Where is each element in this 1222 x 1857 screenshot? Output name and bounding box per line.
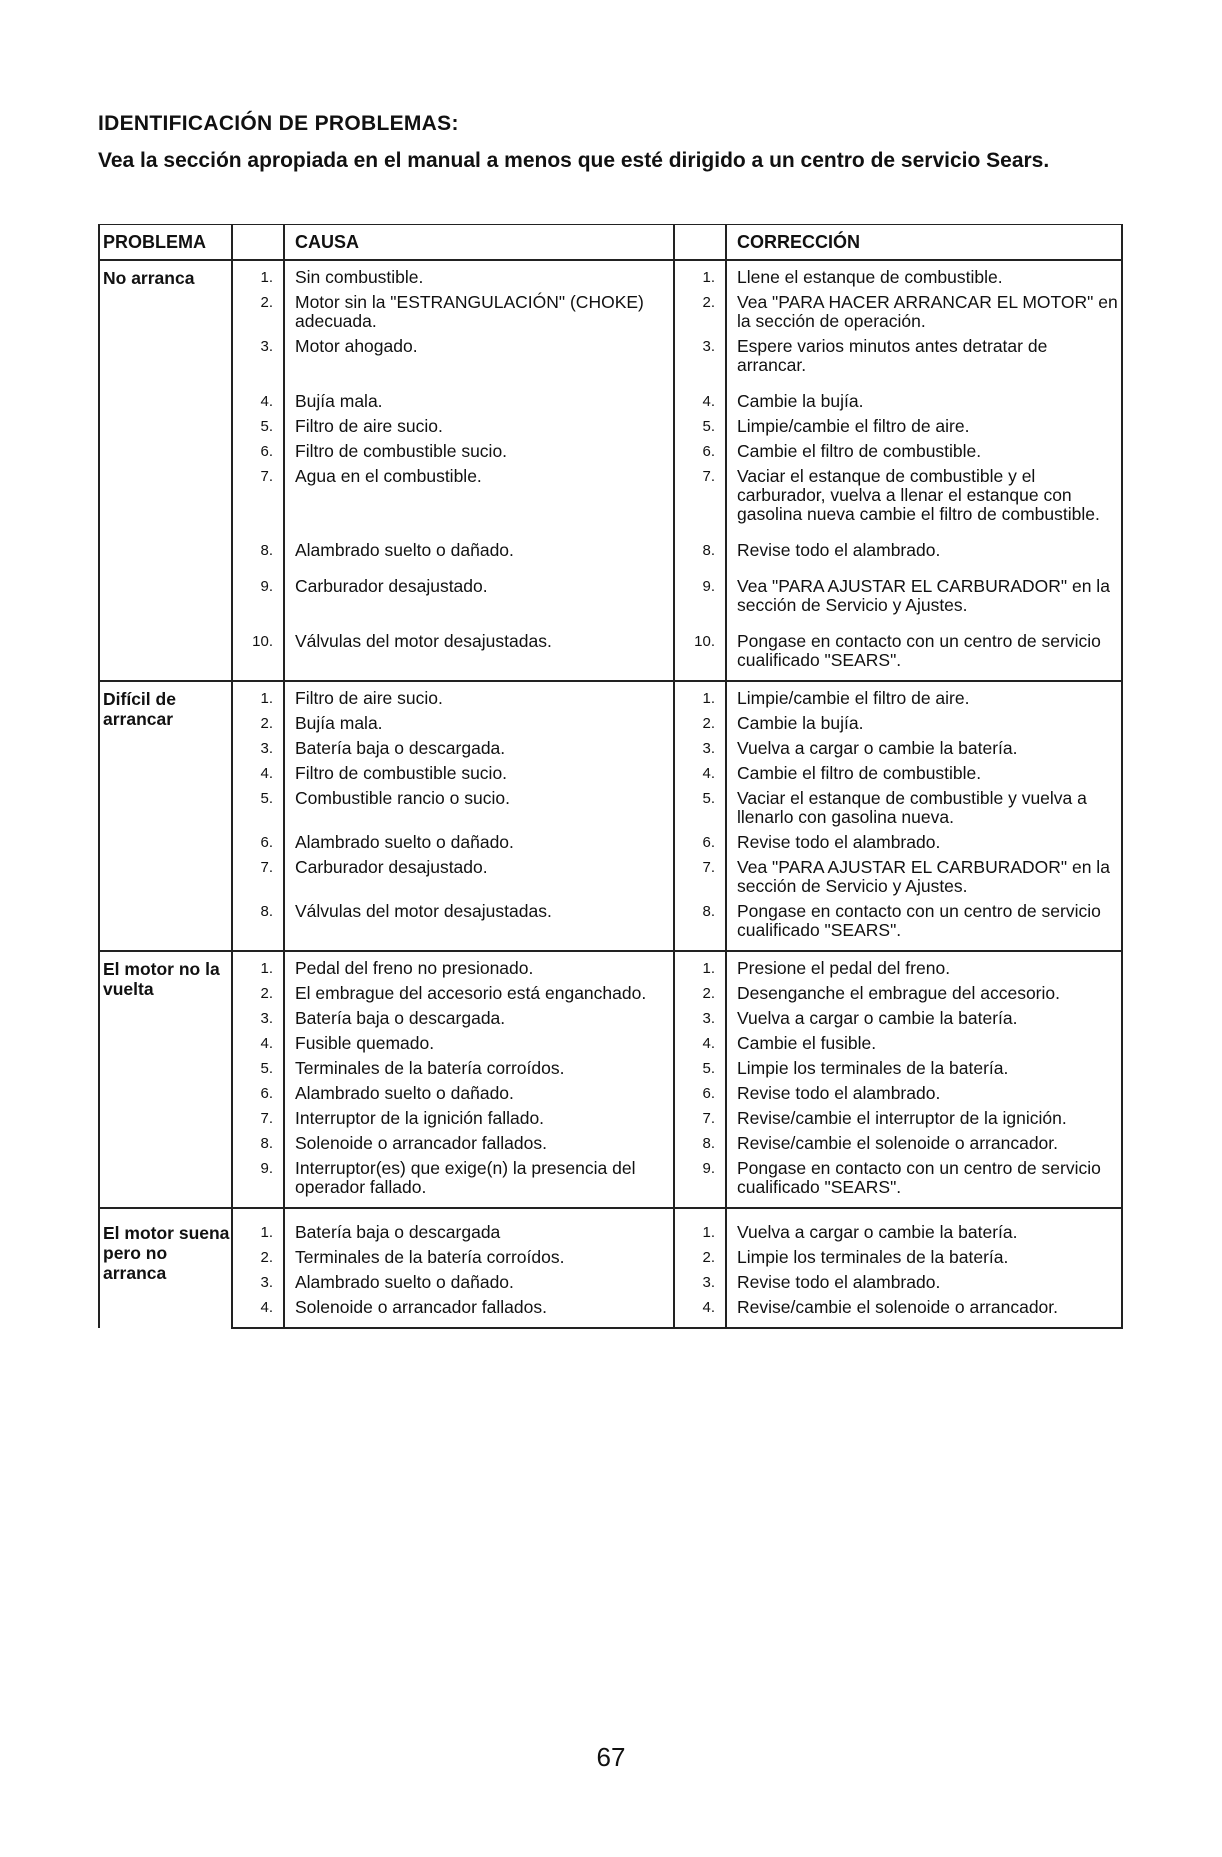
table-row (99, 855, 1122, 899)
problem-cell (99, 260, 232, 681)
cause-number: 1. (232, 1208, 284, 1245)
correction-text: Vaciar el estanque de combustible y vuelva a llenarlo con gasolina nueva. (726, 786, 1122, 830)
table-row (99, 981, 1122, 1006)
cause-text: Filtro de combustible sucio. (284, 439, 674, 464)
correction-text: Revise todo el alambrado. (726, 830, 1122, 855)
header-spacer (674, 225, 726, 261)
header-correction: CORRECCIÓN (726, 225, 1122, 261)
cause-text: Filtro de combustible sucio. (284, 761, 674, 786)
correction-text: Revise todo el alambrado. (726, 1081, 1122, 1106)
table-row (99, 1006, 1122, 1031)
correction-text: Cambie el filtro de combustible. (726, 439, 1122, 464)
correction-text: Vuelva a cargar o cambie la batería. (726, 736, 1122, 761)
table-row (99, 681, 1122, 711)
correction-number: 4. (702, 393, 715, 410)
cause-number: 8. (260, 542, 273, 559)
correction-text: Limpie los terminales de la batería. (726, 1056, 1122, 1081)
problem-label: No arranca (103, 268, 195, 288)
correction-number: 7. (702, 468, 715, 485)
cause-number: 4. (260, 765, 273, 782)
cause-number: 4. (260, 1035, 273, 1052)
correction-text: Cambie el filtro de combustible. (726, 761, 1122, 786)
correction-number: 1. (702, 269, 715, 286)
header-problem: PROBLEMA (99, 225, 232, 261)
cause-number: 6. (260, 1085, 273, 1102)
cause-text: Solenoide o arrancador fallados. (284, 1295, 674, 1328)
correction-number: 4. (702, 765, 715, 782)
cause-text: Filtro de aire sucio. (284, 681, 674, 711)
problem-cell (99, 681, 232, 951)
table-row (99, 439, 1122, 464)
page-subtitle: Vea la sección apropiada en el manual a menos que esté dirigido a un centro de servicio Sears. (98, 149, 1050, 172)
cause-number: 5. (260, 418, 273, 435)
correction-text: Vuelva a cargar o cambie la batería. (726, 1006, 1122, 1031)
problem-cell (99, 951, 232, 1208)
cause-text: Agua en el combustible. (284, 464, 674, 527)
correction-number: 2. (702, 985, 715, 1002)
correction-number: 6. (702, 834, 715, 851)
table-row (99, 711, 1122, 736)
cause-text: Solenoide o arrancador fallados. (284, 1131, 674, 1156)
cause-text: Alambrado suelto o dañado. (284, 1081, 674, 1106)
cause-number: 1. (260, 269, 273, 286)
cause-number: 1. (232, 951, 284, 981)
correction-text: Revise/cambie el interruptor de la ignición. (726, 1106, 1122, 1131)
table-body (99, 260, 1122, 1328)
cause-text: Bujía mala. (284, 378, 674, 414)
cause-text: Batería baja o descargada (284, 1208, 674, 1245)
correction-text: Pongase en contacto con un centro de servicio cualificado "SEARS". (726, 899, 1122, 951)
correction-number: 4. (702, 1035, 715, 1052)
cause-text: Terminales de la batería corroídos. (284, 1056, 674, 1081)
correction-text: Limpie/cambie el filtro de aire. (726, 414, 1122, 439)
cause-number: 10. (252, 633, 273, 650)
cause-text: Interruptor de la ignición fallado. (284, 1106, 674, 1131)
cause-number: 2. (260, 715, 273, 732)
correction-text: Desenganche el embrague del accesorio. (726, 981, 1122, 1006)
correction-text: Vaciar el estanque de combustible y el carburador, vuelva a llenar el estanque con gasolina nueva cambie el filtro de combustible. (726, 464, 1122, 527)
correction-text: Vea "PARA AJUSTAR EL CARBURADOR" en la sección de Servicio y Ajustes. (726, 855, 1122, 899)
cause-number: 9. (260, 578, 273, 595)
cause-number: 3. (260, 1274, 273, 1291)
cause-number: 2. (260, 1249, 273, 1266)
correction-number: 1. (674, 951, 726, 981)
correction-number: 3. (702, 338, 715, 355)
problem-label: El motor suena pero no arranca (103, 1223, 230, 1283)
table-row (99, 464, 1122, 527)
correction-number: 10. (694, 633, 715, 650)
correction-text: Cambie la bujía. (726, 378, 1122, 414)
correction-text: Revise todo el alambrado. (726, 1270, 1122, 1295)
table-row (99, 1295, 1122, 1328)
cause-text: Sin combustible. (284, 260, 674, 290)
table-row (99, 736, 1122, 761)
table-row (99, 414, 1122, 439)
correction-number: 2. (702, 1249, 715, 1266)
cause-number: 8. (260, 1135, 273, 1152)
table-row (99, 899, 1122, 951)
table-row (99, 1056, 1122, 1081)
cause-text: Fusible quemado. (284, 1031, 674, 1056)
correction-number: 8. (702, 542, 715, 559)
correction-number: 3. (702, 1010, 715, 1027)
correction-text: Vuelva a cargar o cambie la batería. (726, 1208, 1122, 1245)
cause-text: Motor sin la "ESTRANGULACIÓN" (CHOKE) adecuada. (284, 290, 674, 334)
cause-number: 4. (260, 393, 273, 410)
cause-text: Alambrado suelto o dañado. (284, 527, 674, 563)
correction-text: Limpie/cambie el filtro de aire. (726, 681, 1122, 711)
cause-number: 4. (232, 1295, 284, 1328)
cause-text: El embrague del accesorio está enganchado. (284, 981, 674, 1006)
table-row (99, 1270, 1122, 1295)
correction-number: 6. (702, 443, 715, 460)
cause-number: 1. (232, 681, 284, 711)
correction-text: Cambie el fusible. (726, 1031, 1122, 1056)
correction-number: 5. (702, 1060, 715, 1077)
correction-number: 7. (702, 1110, 715, 1127)
table-row (99, 618, 1122, 681)
table-row (99, 563, 1122, 618)
cause-number: 5. (260, 790, 273, 807)
correction-number: 1. (674, 1208, 726, 1245)
correction-number: 5. (702, 790, 715, 807)
correction-text: Revise todo el alambrado. (726, 527, 1122, 563)
correction-text: Pongase en contacto con un centro de servicio cualificado "SEARS". (726, 618, 1122, 681)
cause-text: Bujía mala. (284, 711, 674, 736)
table-row (99, 761, 1122, 786)
correction-number: 9. (702, 578, 715, 595)
correction-number: 8. (702, 1135, 715, 1152)
correction-number: 9. (702, 1160, 715, 1177)
cause-text: Interruptor(es) que exige(n) la presencia del operador fallado. (284, 1156, 674, 1208)
header-spacer (232, 225, 284, 261)
correction-text: Vea "PARA HACER ARRANCAR EL MOTOR" en la sección de operación. (726, 290, 1122, 334)
correction-text: Revise/cambie el solenoide o arrancador. (726, 1295, 1122, 1328)
correction-number: 3. (702, 740, 715, 757)
table-header-row (99, 225, 1122, 261)
correction-text: Vea "PARA AJUSTAR EL CARBURADOR" en la sección de Servicio y Ajustes. (726, 563, 1122, 618)
cause-text: Carburador desajustado. (284, 855, 674, 899)
troubleshooting-table (98, 224, 1123, 1329)
table-row (99, 1106, 1122, 1131)
cause-number: 9. (260, 1160, 273, 1177)
table-row (99, 830, 1122, 855)
correction-number: 1. (674, 681, 726, 711)
problem-label: Difícil de arrancar (103, 689, 176, 729)
table-row (99, 1031, 1122, 1056)
cause-number: 7. (260, 1110, 273, 1127)
table-row (99, 290, 1122, 334)
cause-number: 6. (260, 834, 273, 851)
table-row (99, 1245, 1122, 1270)
cause-text: Terminales de la batería corroídos. (284, 1245, 674, 1270)
table-row (99, 786, 1122, 830)
correction-text: Limpie los terminales de la batería. (726, 1245, 1122, 1270)
table-row (99, 1131, 1122, 1156)
cause-text: Pedal del freno no presionado. (284, 951, 674, 981)
cause-number: 7. (260, 859, 273, 876)
table-row (99, 1081, 1122, 1106)
cause-text: Combustible rancio o sucio. (284, 786, 674, 830)
cause-text: Válvulas del motor desajustadas. (284, 899, 674, 951)
correction-number: 8. (702, 903, 715, 920)
correction-number: 2. (702, 294, 715, 311)
header-cause: CAUSA (284, 225, 674, 261)
cause-number: 2. (260, 985, 273, 1002)
table-row (99, 260, 1122, 290)
cause-text: Motor ahogado. (284, 334, 674, 378)
cause-number: 2. (260, 294, 273, 311)
correction-number: 2. (702, 715, 715, 732)
table-row (99, 527, 1122, 563)
problem-cell (99, 1208, 232, 1328)
cause-number: 3. (260, 740, 273, 757)
cause-text: Filtro de aire sucio. (284, 414, 674, 439)
correction-text: Cambie la bujía. (726, 711, 1122, 736)
table-row (99, 1208, 1122, 1245)
cause-text: Alambrado suelto o dañado. (284, 1270, 674, 1295)
correction-text: Pongase en contacto con un centro de servicio cualificado "SEARS". (726, 1156, 1122, 1208)
cause-text: Batería baja o descargada. (284, 736, 674, 761)
cause-text: Válvulas del motor desajustadas. (284, 618, 674, 681)
cause-text: Carburador desajustado. (284, 563, 674, 618)
table-row (99, 378, 1122, 414)
correction-text: Presione el pedal del freno. (726, 951, 1122, 981)
cause-number: 7. (260, 468, 273, 485)
correction-number: 4. (674, 1295, 726, 1328)
problem-label: El motor no la vuelta (103, 959, 220, 999)
cause-text: Alambrado suelto o dañado. (284, 830, 674, 855)
correction-number: 6. (702, 1085, 715, 1102)
correction-text: Llene el estanque de combustible. (726, 260, 1122, 290)
correction-text: Revise/cambie el solenoide o arrancador. (726, 1131, 1122, 1156)
cause-number: 3. (260, 1010, 273, 1027)
correction-number: 3. (702, 1274, 715, 1291)
table-row (99, 1156, 1122, 1208)
cause-number: 8. (260, 903, 273, 920)
cause-text: Batería baja o descargada. (284, 1006, 674, 1031)
cause-number: 5. (260, 1060, 273, 1077)
cause-number: 3. (260, 338, 273, 355)
page-title: IDENTIFICACIÓN DE PROBLEMAS: (98, 112, 459, 135)
correction-text: Espere varios minutos antes detratar de arrancar. (726, 334, 1122, 378)
table-row (99, 951, 1122, 981)
table-row (99, 334, 1122, 378)
correction-number: 5. (702, 418, 715, 435)
correction-number: 7. (702, 859, 715, 876)
page-number: 67 (596, 1742, 626, 1772)
cause-number: 6. (260, 443, 273, 460)
